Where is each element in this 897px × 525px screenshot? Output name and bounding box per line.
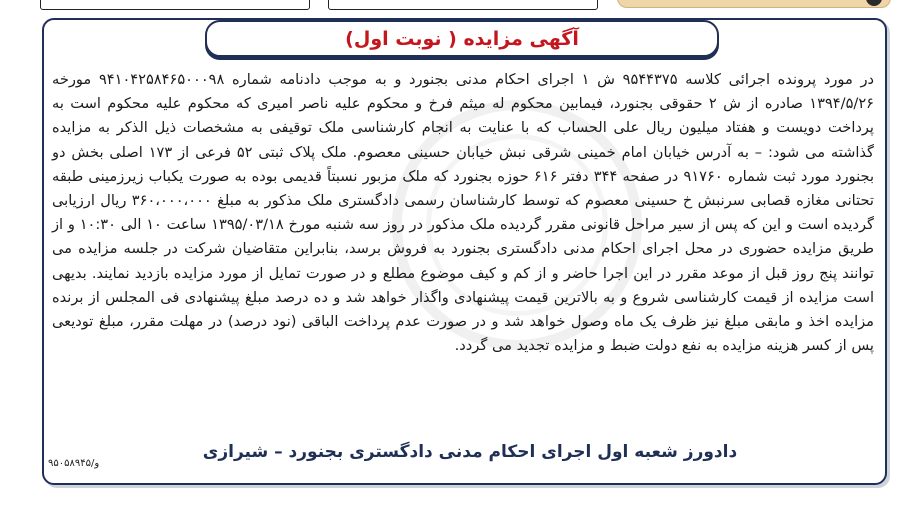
header-badge [617, 0, 891, 8]
header-box-middle [328, 0, 598, 10]
header-box-left [40, 0, 310, 10]
notice-title: آگهی مزایده ( نوبت اول) [345, 27, 579, 50]
notice-body: در مورد پرونده اجرائی کلاسه ۹۵۴۴۳۷۵ ش ۱ اجرای احکام مدنی بجنورد و به موجب دادنامه شماره ۹۴۱۰۴۲۵۸۴۶۵۰۰۰۹۸ مورخه ۱۳۹۴/۵/۲۶ صادره از ش ۲ حقوقی بجنورد، فیمابین محکوم له میثم فرخ و محکوم علیه ناصر امیری که محکوم علیه محکوم است به پرداخت دویست و هفتاد میلیون ریال علی الحساب که با عنایت به انجام کارشناسی ملک توقیفی به مشخصات ذیل الذکر به مزایده گذاشته می شود: – به آدرس خیابان امام خمینی شرقی نبش خیابان حسینی معصوم. ملک پلاک ثبتی ۵۲ فرعی از ۱۷۳ اصلی بخش دو بجنورد مورد ثبت شماره ۹۱۷۶۰ در صفحه ۳۴۴ دفتر ۶۱۶ حوزه بجنورد که ملک مزبور نسبتاً قدیمی بوده به صورت یکباب زیرزمینی طبقه تحتانی مغازه قصابی سرنبش خ حسینی معصوم که توسط کارشناسان رسمی دادگستری ملک مذکور به مبلغ ۳۶۰،۰۰۰،۰۰۰ ریال ارزیابی گردیده است و این که پس از سیر مراحل قانونی مقرر گردیده ملک مذکور در روز سه شنبه مورخ ۱۳۹۵/۰۳/۱۸ ساعت ۱۰ الی ۱۰:۳۰ و از طریق مزایده حضوری در محل اجرای احکام مدنی دادگستری بجنورد به فروش برسد، بنابراین متقاضیان شرکت در جلسه مزایده می توانند پنج روز قبل از موعد مقرر در این اجرا حاضر و از کم و کیف موضوع مطلع و در صورت تمایل از مورد مزایده بازدید نمایند. بدیهی است مزایده از قیمت کارشناسی شروع و به بالاترین قیمت پیشنهادی واگذار خواهد شد و ده درصد مبلغ پیشنهادی فی المجلس از برنده مزایده اخذ و مابقی مبلغ نیز ظرف یک ماه وصول خواهد شد و در صورت عدم پرداخت الباقی (نود درصد) در مهلت مقرر، مبلغ تودیعی پس از کسر هزینه مزایده به نفع دولت ضبط و مزایده تجدید می گردد. [52, 71, 875, 355]
notice-signature: دادورز شعبه اول اجرای احکام مدنی دادگستری بجنورد – شیرازی [202, 442, 738, 462]
notice-title-box [205, 20, 719, 57]
notice-reference-number: ۹۵۰۵۸۹۴۵/و [48, 458, 100, 469]
